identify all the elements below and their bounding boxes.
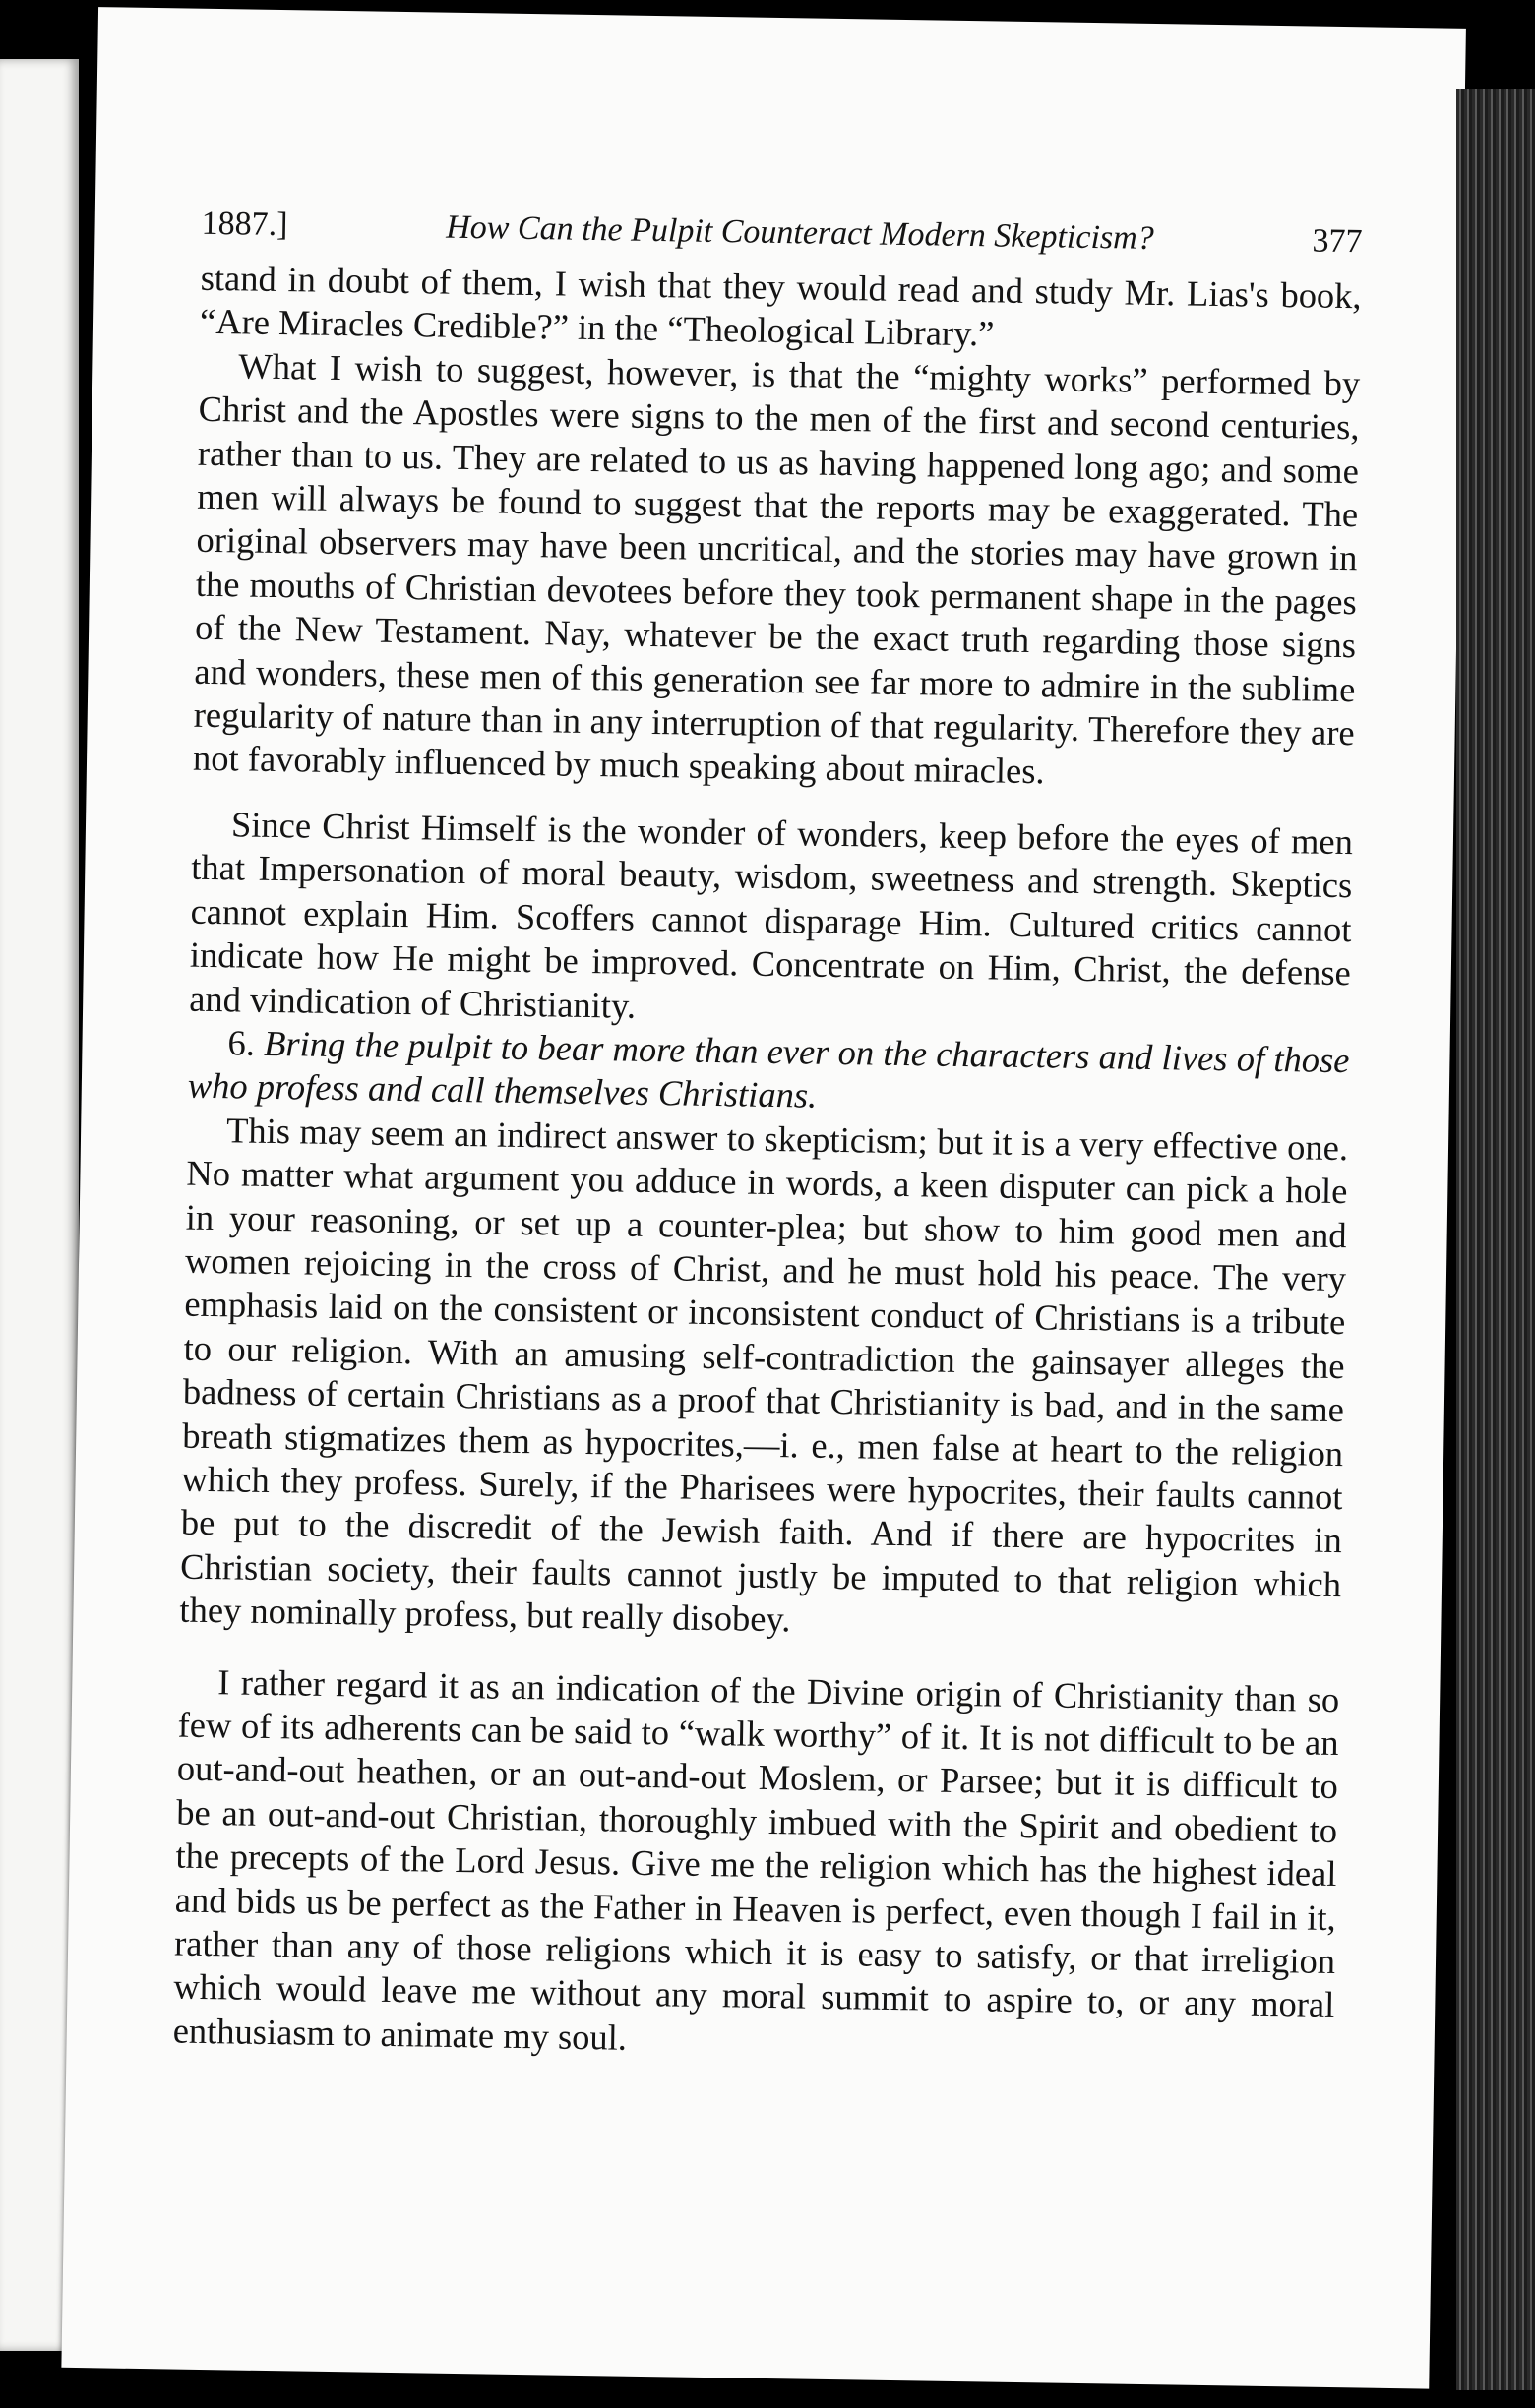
paragraph-indirect-answer: This may seem an indirect answer to skepticism; but it is a very effective one. No matter what argument you adduce in words, a keen disputer can pick a hole in your reasoning, or set up a counter-plea; but show to him good men and women rejoicing in the cross of Christ, and he must hold his peace. The very emphasis laid on the consistent or inconsistent conduct of Christians is a tribute to our religion. With an amusing self-contradiction the gainsayer alleges the badness of certain Christians as a proof that Christianity is bad, and in the same breath stigmatizes them as hypocrites,—i. e., men false at heart to the religion which they profess. Surely, if the Pharisees were hypocrites, their faults cannot be put to the discredit of the Jewish faith. And if there are hypocrites in Christian society, their faults cannot justly be imputed to that religion which they nominally profess, but really disobey. bbox=[179, 1109, 1349, 1640]
paragraph-divine-origin: I rather regard it as an indication of the Divine origin of Christianity than so few of its adherents can be said to “walk worthy” of it. It is not difficult to be an out-and-out heathen, or an out-and-out Moslem, or Parsee; but it is difficult to be an out-and-out Christian, thoroughly imbued with the Spirit and obedient to the precepts of the Lord Jesus. Give me the religion which has the highest ideal and bids us be perfect as the Father in Heaven is perfect, even though I fail in it, rather than any of those religions which it is easy to satisfy, or that irreligion which would leave me without any moral summit to aspire to, or any moral enthusiasm to animate my soul. bbox=[172, 1660, 1340, 2058]
page-number: 377 bbox=[1312, 222, 1363, 261]
paragraph-mighty-works: What I wish to suggest, however, is that the “mighty works” performed by Christ and the Apostles were signs to the men of the first and second centuries, rather than to us. They are related to us as having happened long ago; and some men will always be found to suggest that the reports may be exaggerated. The original observers may have been uncritical, and the stories may have grown in the mouths of Christian devotees before they took permanent shape in the pages of the New Testament. Nay, whatever be the exact truth regarding those signs and wonders, these men of this generation see far more to admire in the sublime regularity of nature than in any interruption of that regularity. Therefore they are not favorably influenced by much speaking about miracles. bbox=[192, 345, 1361, 792]
paragraph-wonder-of-wonders: Since Christ Himself is the wonder of wonders, keep before the eyes of men that Impersonation of moral beauty, wisdom, sweetness and strength. Skeptics cannot explain Him. Scoffers cannot disparage Him. Cultured critics cannot indicate how He might be improved. Concentrate on Him, Christ, the defense and vindication of Christianity. bbox=[188, 804, 1354, 1026]
book-page bbox=[61, 7, 1466, 2389]
running-head bbox=[201, 206, 1362, 262]
paragraph-continued: stand in doubt of them, I wish that they would read and study Mr. Lias's book, “Are Miracles Credible?” in the “Theological Library.” bbox=[199, 257, 1362, 354]
running-head-year: 1887.] bbox=[201, 205, 288, 244]
point-number: 6. bbox=[227, 1022, 256, 1063]
book-page-stack-edge bbox=[1456, 89, 1535, 2390]
running-head-title: How Can the Pulpit Counteract Modern Skepticism? bbox=[445, 209, 1155, 257]
page-content bbox=[172, 206, 1362, 2072]
point-heading: Bring the pulpit to bear more than ever on the characters and lives of those who profess and call themselves Christians. bbox=[187, 1022, 1350, 1115]
